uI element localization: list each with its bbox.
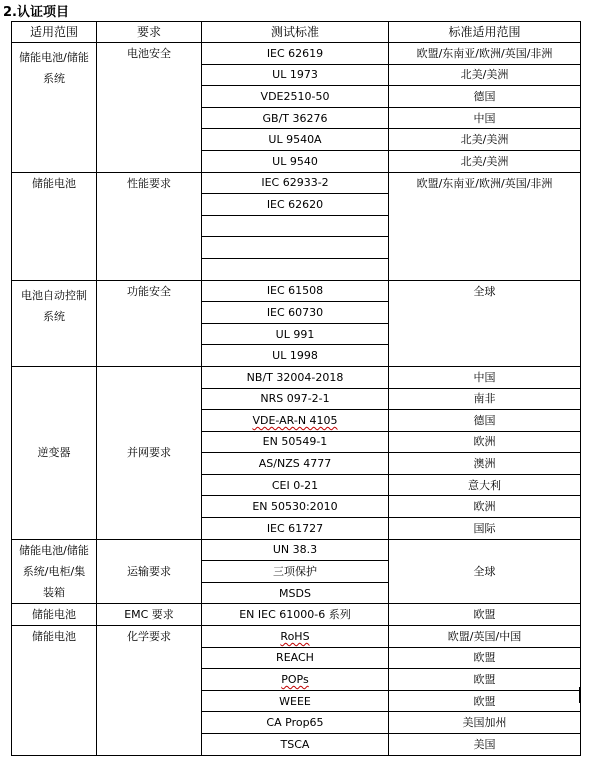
standard-cell: NRS 097-2-1 [202, 388, 389, 410]
standard-cell: EN 50549-1 [202, 431, 389, 453]
standard-cell: CA Prop65 [202, 712, 389, 734]
standard-text: VDE-AR-N 4105 [252, 413, 338, 427]
section-title: 2.认证项目 [3, 5, 69, 20]
scope-cell: 储能电池 [12, 604, 97, 626]
standard-cell [202, 215, 389, 237]
scope-cell [12, 43, 97, 173]
region-cell: 欧盟 [389, 647, 581, 669]
region-cell: 德国 [389, 86, 581, 108]
header-test-standard: 测试标准 [202, 22, 389, 43]
table-row [12, 172, 581, 194]
header-requirement: 要求 [97, 22, 202, 43]
region-cell: 北美/美洲 [389, 150, 581, 172]
requirement-cell: 化学要求 [97, 626, 202, 756]
standard-cell: IEC 61727 [202, 518, 389, 540]
scope-cell: 逆变器 [12, 366, 97, 539]
standard-cell: UL 9540 [202, 150, 389, 172]
region-cell: 北美/美洲 [389, 129, 581, 151]
standard-cell: GB/T 36276 [202, 107, 389, 129]
region-cell: 南非 [389, 388, 581, 410]
standard-cell: UL 9540A [202, 129, 389, 151]
region-cell: 欧盟/英国/中国 [389, 626, 581, 648]
standard-cell: NB/T 32004-2018 [202, 366, 389, 388]
standard-cell [202, 410, 389, 432]
region-cell: 美国加州 [389, 712, 581, 734]
region-cell: 全球 [389, 539, 581, 604]
scope-text: 储能电池/储能系统/电柜/集装箱 [19, 543, 89, 599]
table-row [12, 626, 581, 648]
text-cursor-mark [579, 687, 581, 703]
header-row [12, 22, 581, 43]
region-cell: 国际 [389, 518, 581, 540]
standard-cell: UN 38.3 [202, 539, 389, 561]
standard-cell: EN 50530:2010 [202, 496, 389, 518]
region-cell: 北美/美洲 [389, 64, 581, 86]
standard-cell: VDE2510-50 [202, 86, 389, 108]
region-cell: 德国 [389, 410, 581, 432]
region-cell: 欧盟 [389, 669, 581, 691]
standard-cell [202, 237, 389, 259]
standard-cell [202, 669, 389, 691]
standard-text: POPs [281, 673, 309, 687]
header-scope: 适用范围 [12, 22, 97, 43]
standard-cell: TSCA [202, 734, 389, 756]
standard-text: RoHS [280, 629, 310, 643]
region-cell: 欧盟/东南亚/欧洲/英国/非洲 [389, 43, 581, 65]
table-row [12, 43, 581, 65]
region-cell: 欧盟 [389, 604, 581, 626]
region-cell: 澳洲 [389, 453, 581, 475]
standard-cell: MSDS [202, 582, 389, 604]
requirement-cell: 功能安全 [97, 280, 202, 366]
requirement-cell: 电池安全 [97, 43, 202, 173]
requirement-cell: 性能要求 [97, 172, 202, 280]
region-cell: 欧洲 [389, 431, 581, 453]
table-row [12, 539, 581, 561]
table-row [12, 366, 581, 388]
scope-cell: 储能电池 [12, 172, 97, 280]
region-cell: 欧盟 [389, 690, 581, 712]
requirement-cell: EMC 要求 [97, 604, 202, 626]
scope-cell [12, 280, 97, 366]
header-region: 标准适用范围 [389, 22, 581, 43]
standard-cell: EN IEC 61000-6 系列 [202, 604, 389, 626]
scope-cell [12, 539, 97, 604]
region-cell: 中国 [389, 366, 581, 388]
requirement-cell: 并网要求 [97, 366, 202, 539]
scope-text: 电池自动控制系统 [21, 288, 87, 323]
region-cell: 中国 [389, 107, 581, 129]
standard-cell: WEEE [202, 690, 389, 712]
table-row [12, 604, 581, 626]
region-cell: 美国 [389, 734, 581, 756]
scope-text: 储能电池/储能系统 [19, 51, 89, 85]
scope-cell: 储能电池 [12, 626, 97, 756]
standard-cell: 三项保护 [202, 561, 389, 583]
region-cell: 全球 [389, 280, 581, 366]
requirement-cell: 运输要求 [97, 539, 202, 604]
standard-cell [202, 258, 389, 280]
region-cell: 欧洲 [389, 496, 581, 518]
region-cell: 欧盟/东南亚/欧洲/英国/非洲 [389, 172, 581, 280]
table-row [12, 280, 581, 302]
standard-cell: IEC 62933-2 [202, 172, 389, 194]
standard-cell: IEC 62619 [202, 43, 389, 65]
standard-cell: UL 1998 [202, 345, 389, 367]
certification-table [11, 21, 581, 756]
standard-cell: REACH [202, 647, 389, 669]
region-cell: 意大利 [389, 474, 581, 496]
standard-cell: IEC 61508 [202, 280, 389, 302]
standard-cell: IEC 60730 [202, 302, 389, 324]
standard-cell: UL 991 [202, 323, 389, 345]
standard-cell [202, 626, 389, 648]
standard-cell: AS/NZS 4777 [202, 453, 389, 475]
standard-cell: UL 1973 [202, 64, 389, 86]
standard-cell: IEC 62620 [202, 194, 389, 216]
standard-cell: CEI 0-21 [202, 474, 389, 496]
